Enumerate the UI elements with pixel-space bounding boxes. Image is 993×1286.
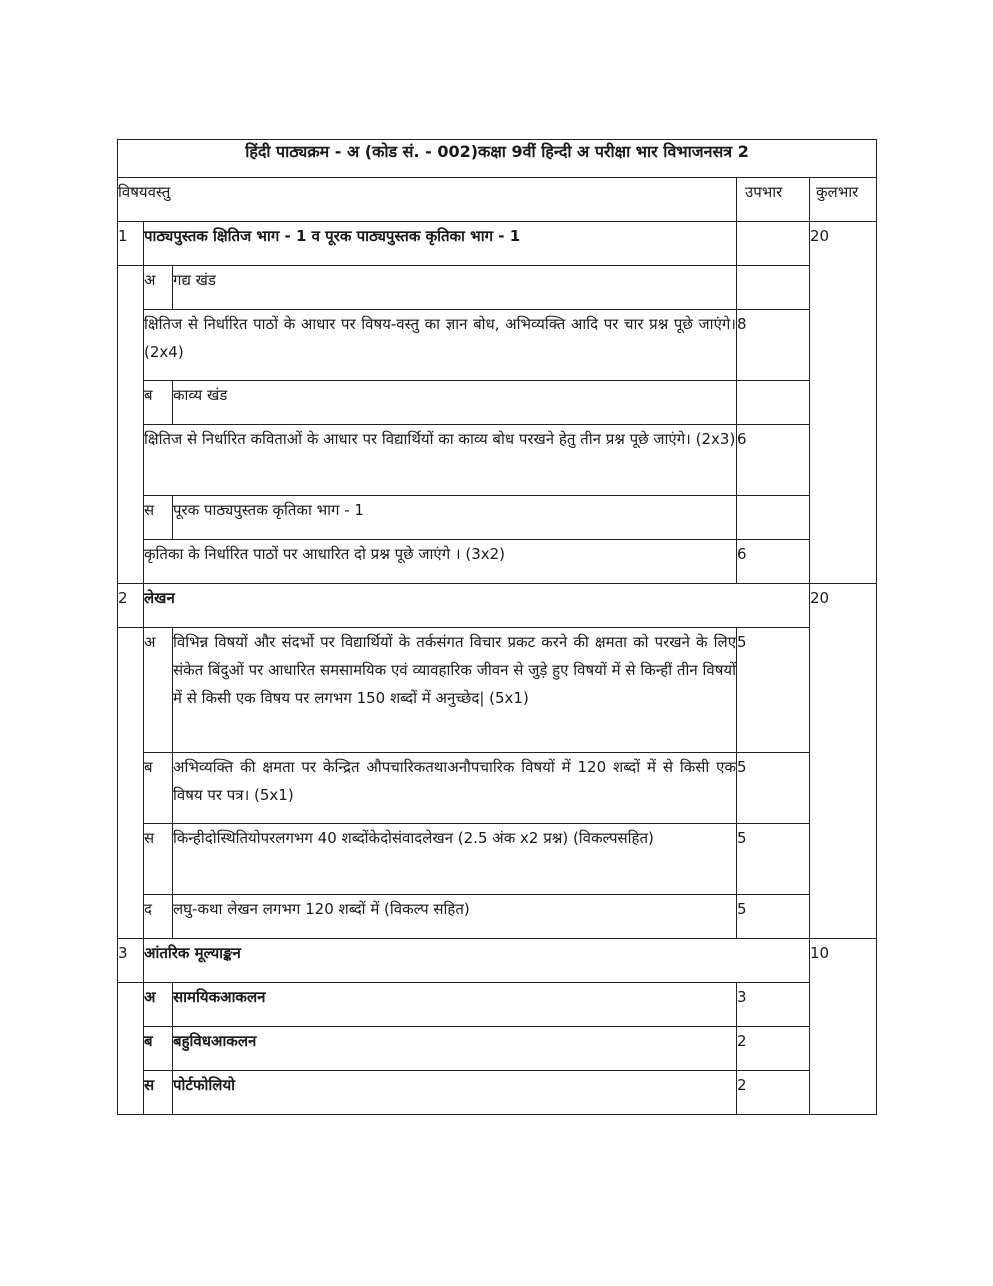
subsection-letter: अ (144, 266, 173, 310)
item-marks: 6 (737, 540, 810, 584)
marks-cell (737, 381, 810, 425)
section-title: पाठ्यपुस्तक क्षितिज भाग - 1 व पूरक पाठ्यपुस्तक कृतिका भाग - 1 (144, 222, 737, 266)
marks-distribution-table (117, 139, 877, 1115)
marks-cell (737, 496, 810, 540)
item-marks: 5 (737, 824, 810, 895)
spacer-cell (118, 628, 144, 939)
spacer-cell (118, 983, 144, 1115)
section-title: लेखन (144, 584, 810, 628)
marks-cell (737, 266, 810, 310)
subsection-row (118, 266, 877, 310)
item-description: लघु-कथा लेखन लगभग 120 शब्दों में (विकल्प सहित) (173, 895, 737, 939)
item-marks: 5 (737, 895, 810, 939)
section-number: 3 (118, 939, 144, 983)
item-description: किन्हीदोस्थितियोपरलगभग 40 शब्दोंकेदोसंवादलेखन (2.5 अंक x2 प्रश्न) (विकल्पसहित) (173, 824, 737, 895)
item-marks: 2 (737, 1027, 810, 1071)
item-letter: द (144, 895, 173, 939)
section-number: 2 (118, 584, 144, 628)
item-row (118, 1071, 877, 1115)
item-title: सामयिकआकलन (173, 983, 737, 1027)
item-description: कृतिका के निर्धारित पाठों पर आधारित दो प्रश्न पूछे जाएंगे । (3x2) (144, 540, 737, 584)
subsection-row (118, 496, 877, 540)
section-number: 1 (118, 222, 144, 266)
section-total: 20 (810, 222, 877, 584)
page-title: हिंदी पाठ्यक्रम - अ (कोड सं. - 002)कक्षा 9वीं हिन्दी अ परीक्षा भार विभाजनसत्र 2 (118, 140, 877, 178)
section-1-row (118, 222, 877, 266)
subsection-title: काव्य खंड (173, 381, 737, 425)
item-row (118, 425, 877, 496)
subsection-letter: ब (144, 381, 173, 425)
item-marks: 5 (737, 628, 810, 753)
item-letter: स (144, 1071, 173, 1115)
item-marks: 8 (737, 310, 810, 381)
item-description: क्षितिज से निर्धारित पाठों के आधार पर विषय-वस्तु का ज्ञान बोध, अभिव्यक्ति आदि पर चार प्रश्न पूछे जाएंगे। (2x4) (144, 310, 737, 381)
item-description: क्षितिज से निर्धारित कविताओं के आधार पर विद्यार्थियों का काव्य बोध परखने हेतु तीन प्रश्न पूछे जाएंगे। (2x3) (144, 425, 737, 496)
header-row (118, 178, 877, 222)
item-row (118, 895, 877, 939)
item-letter: ब (144, 753, 173, 824)
spacer-cell (118, 266, 144, 584)
item-row (118, 983, 877, 1027)
header-total-marks: कुलभार (810, 178, 877, 222)
header-content: विषयवस्तु (118, 178, 737, 222)
item-row (118, 1027, 877, 1071)
section-total: 20 (810, 584, 877, 939)
title-row (118, 140, 877, 178)
item-marks: 6 (737, 425, 810, 496)
item-letter: ब (144, 1027, 173, 1071)
item-marks: 3 (737, 983, 810, 1027)
item-row (118, 824, 877, 895)
item-marks: 5 (737, 753, 810, 824)
item-row (118, 540, 877, 584)
section-total: 10 (810, 939, 877, 1115)
item-description: विभिन्न विषयों और संदर्भो पर विद्यार्थियों के तर्कसंगत विचार प्रकट करने की क्षमता को परखने के लिए संकेत बिंदुओं पर आधारित समसामयिक एवं व्यावहारिक जीवन से जुड़े हुए विषयों में से किन्हीं तीन विषयों में से किसी एक विषय पर लगभग 150 शब्दों में अनुच्छेद| (5x1) (173, 628, 737, 753)
subsection-title: गद्य खंड (173, 266, 737, 310)
section-2-row (118, 584, 877, 628)
header-sub-marks: उपभार (737, 178, 810, 222)
item-letter: अ (144, 628, 173, 753)
item-marks: 2 (737, 1071, 810, 1115)
item-row (118, 753, 877, 824)
item-description: अभिव्यक्ति की क्षमता पर केन्द्रित औपचारिकतथाअनौपचारिक विषयों में 120 शब्दों में से किसी एक विषय पर पत्र। (5x1) (173, 753, 737, 824)
item-title: पोर्टफोलियो (173, 1071, 737, 1115)
subsection-row (118, 381, 877, 425)
section-title: आंतरिक मूल्याङ्कन (144, 939, 810, 983)
item-letter: स (144, 824, 173, 895)
item-title: बहुविधआकलन (173, 1027, 737, 1071)
subsection-letter: स (144, 496, 173, 540)
item-row (118, 628, 877, 753)
item-row (118, 310, 877, 381)
item-letter: अ (144, 983, 173, 1027)
marks-cell (737, 222, 810, 266)
section-3-row (118, 939, 877, 983)
subsection-title: पूरक पाठ्यपुस्तक कृतिका भाग - 1 (173, 496, 737, 540)
